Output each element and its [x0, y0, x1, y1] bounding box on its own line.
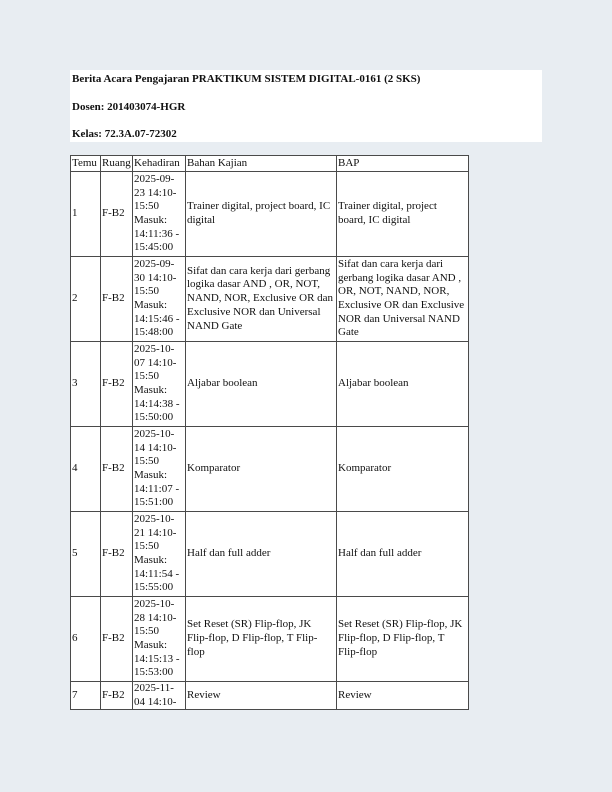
cell-kehadiran	[133, 682, 186, 710]
cell-bahan-kajian: Aljabar boolean	[186, 342, 337, 427]
cell-kehadiran: 2025-09-23 14:10-15:50 Masuk: 14:11:36 - 15:45:00	[133, 172, 186, 257]
table-row	[71, 172, 469, 257]
cell-bahan-kajian: Sifat dan cara kerja dari gerbang logika dasar AND , OR, NOT, NAND, NOR, Exclusive OR dan Exclusive NOR dan Universal NAND Gate	[186, 257, 337, 342]
teaching-record-table	[70, 155, 469, 710]
cell-temu: 3	[71, 342, 101, 427]
document-title: Berita Acara Pengajaran PRAKTIKUM SISTEM DIGITAL-0161 (2 SKS)	[72, 73, 421, 85]
cell-bap: Trainer digital, project board, IC digital	[337, 172, 469, 257]
cell-kehadiran: 2025-10-21 14:10-15:50 Masuk: 14:11:54 - 15:55:00	[133, 512, 186, 597]
cell-kehadiran: 2025-10-14 14:10-15:50 Masuk: 14:11:07 - 15:51:00	[133, 427, 186, 512]
cell-bahan-kajian: Trainer digital, project board, IC digital	[186, 172, 337, 257]
cell-bahan-kajian: Komparator	[186, 427, 337, 512]
cell-bahan-kajian: Half dan full adder	[186, 512, 337, 597]
cell-ruang: F-B2	[101, 172, 133, 257]
cell-bap: Komparator	[337, 427, 469, 512]
column-header-ruang: Ruang	[101, 156, 133, 172]
cell-bahan-kajian: Set Reset (SR) Flip-flop, JK Flip-flop, D Flip-flop, T Flip-flop	[186, 597, 337, 682]
cell-bap: Half dan full adder	[337, 512, 469, 597]
cell-temu: 5	[71, 512, 101, 597]
cell-kehadiran: 2025-10-28 14:10-15:50 Masuk: 14:15:13 - 15:53:00	[133, 597, 186, 682]
cell-bap: Review	[337, 682, 469, 710]
column-header-temu: Temu	[71, 156, 101, 172]
cell-ruang: F-B2	[101, 342, 133, 427]
column-header-bap: BAP	[337, 156, 469, 172]
cell-ruang: F-B2	[101, 257, 133, 342]
lecturer-label: Dosen: 201403074-HGR	[72, 101, 186, 113]
cell-kehadiran: 2025-10-07 14:10-15:50 Masuk: 14:14:38 - 15:50:00	[133, 342, 186, 427]
table-row	[71, 427, 469, 512]
cell-kehadiran: 2025-09-30 14:10-15:50 Masuk: 14:15:46 - 15:48:00	[133, 257, 186, 342]
table-row	[71, 597, 469, 682]
cell-ruang: F-B2	[101, 597, 133, 682]
cell-bap: Set Reset (SR) Flip-flop, JK Flip-flop, D Flip-flop, T Flip-flop	[337, 597, 469, 682]
cell-bap: Aljabar boolean	[337, 342, 469, 427]
table-row	[71, 682, 469, 710]
cell-temu: 1	[71, 172, 101, 257]
cell-temu: 4	[71, 427, 101, 512]
table-header-row	[71, 156, 469, 172]
table-row	[71, 512, 469, 597]
table-row	[71, 257, 469, 342]
cell-temu: 7	[71, 682, 101, 710]
cell-bahan-kajian: Review	[186, 682, 337, 710]
cell-temu: 6	[71, 597, 101, 682]
cell-ruang: F-B2	[101, 427, 133, 512]
class-label: Kelas: 72.3A.07-72302	[72, 128, 177, 140]
cell-bap: Sifat dan cara kerja dari gerbang logika dasar AND , OR, NOT, NAND, NOR, Exclusive OR dan Exclusive NOR dan Universal NAND Gate	[337, 257, 469, 342]
cell-temu: 2	[71, 257, 101, 342]
cell-kehadiran-text: 2025-11-04 14:10-	[134, 682, 177, 708]
document-header	[70, 70, 542, 142]
column-header-kehadiran: Kehadiran	[133, 156, 186, 172]
column-header-bahan-kajian: Bahan Kajian	[186, 156, 337, 172]
cell-ruang: F-B2	[101, 512, 133, 597]
table-row	[71, 342, 469, 427]
cell-ruang: F-B2	[101, 682, 133, 710]
